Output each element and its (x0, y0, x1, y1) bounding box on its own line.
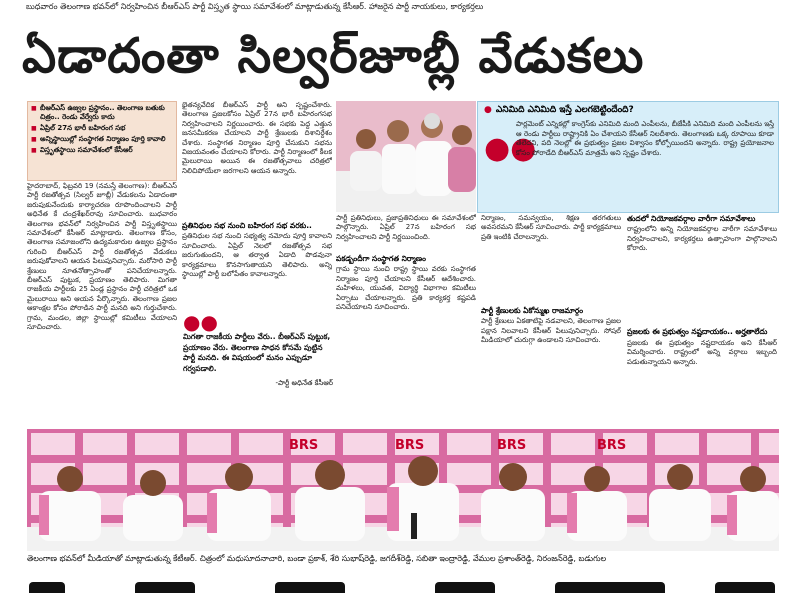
article-column-2 (182, 101, 332, 309)
main-headline: ఏడాదంతా సిల్వర్‌జూబ్లీ వేడుకలు (22, 28, 645, 84)
article-column-5 (627, 214, 777, 426)
subheading: పార్టీ శ్రేణులకు ఏకోన్ముఖ రాజమార్గం (481, 306, 584, 315)
group-photo-icon (27, 429, 779, 551)
question-title: ● ఎనిమిది ఎనిమిది ఇస్తే ఎలగబెట్టిందేంది? (478, 102, 778, 118)
next-headline-fragment (25, 572, 795, 593)
quote-mark-icon: ●● (484, 131, 537, 166)
article-text: ప్రజలకు ఈ ప్రభుత్వం నష్టదాయకం అని కేసీఆర్ విమర్శించారు. రాష్ట్రంలో అన్ని వర్గాలు ఇబ్బంది పడుతున్నాయని అన్నారు. (627, 338, 777, 366)
headline-fragment-shape (435, 582, 495, 593)
article-column-3 (336, 214, 476, 426)
kcr-photo (336, 101, 476, 212)
article-text: హైదరాబాద్, ఫిబ్రవరి 19 (నమస్తే తెలంగాణ): బీఆర్ఎస్ పార్టీ రజతోత్సవ (సిల్వర్ జూబ్లీ) వేడుకలను ఏడాదంతా జరుపుకునేందుకు కార్యాచరణ రూపొందించాలని పార్టీ అధినేత కే చంద్రశేఖర్‌రావు సూచించారు. బుధవారం తెలంగాణ భవన్‌లో నిర్వహించిన పార్టీ విస్తృతస్థాయి సమావేశంలో కేసీఆర్ మాట్లాడారు. తెలంగాణ కోసం, తెలంగాణ సమాజంలోని ఉద్యమకారుల ఉజ్వల ప్రస్థానం గురించి బీఆర్ఎస్ పార్టీ రజతోత్సవ వేడుకలు జరుపుకోవాలని ఆయన పిలుపునిచ్చారు. మరోసారి పార్టీ శ్రేణులు నూతనోత్సాహంతో పనిచేయాలన్నారు. బీఆర్ఎస్ పుట్టుక, ప్రయాణం తెలిపారు. మిగతా రాజకీయ పార్టీలకు 25 ఏండ్ల ప్రస్థానం పార్టీ చరిత్రలో ఒక మైలురాయి అని ఆయన పేర్కొన్నారు. తెలంగాణ ప్రజల ఆకాంక్షల కోసం పోరాడిన పార్టీ మనది అని గుర్తుచేశారు. గ్రామ, మండల, జిల్లా స్థాయిల్లో కమిటీలు వేయాలని సూచించారు. (27, 182, 177, 332)
subheading: పకడ్బందీగా సంస్థాగత నిర్మాణం (336, 254, 426, 263)
highlights-box (27, 101, 177, 181)
article-text: పార్టీ ప్రతినిధులు, ప్రజాప్రతినిధులు ఈ సమావేశంలో పాల్గొన్నారు. ఏప్రిల్ 27న బహిరంగ సభ నిర్వహించాలని పార్టీ నిర్ణయించింది. (336, 214, 476, 241)
highlight-item: ■ ఏప్రిల్ 27న భారీ బహిరంగ సభ (40, 124, 172, 133)
headline-fragment-shape (555, 582, 665, 593)
highlight-item: ■ విస్తృతస్థాయి సమావేశంలో కేసీఆర్ (40, 146, 172, 155)
question-box (477, 101, 779, 213)
subheading: తుదలో నియోజకవర్గాల వారీగా సమావేశాలు (627, 214, 756, 223)
kicker-caption: బుధవారం తెలంగాణ భవన్‌లో నిర్వహించిన బీఆర్ఎస్ పార్టీ విస్తృత స్థాయి సమావేశంలో మాట్లాడుతున్న కేసీఆర్. హాజరైన పార్టీ నాయకులు, కార్యకర్తలు (26, 2, 484, 11)
article-text: భైతన్యవేదిక బీఆర్ఎస్ పార్టీ అని స్పష్టంచేశారు. తెలంగాణ ప్రజలకోసం ఏప్రిల్ 27న భారీ బహిరంగసభ నిర్వహించాలని నిర్ణయించారు. ఈ సభకు పెద్ద ఎత్తున జనసమీకరణ చేయాలని పార్టీ శ్రేణులకు దిశానిర్దేశం చేశారు. సంస్థాగత నిర్మాణం పూర్తి చేసుకుని సభను విజయవంతం చేయాలని కోరారు. పార్టీ నిర్మాణంలో కీలక మైలురాయి అయిన ఈ రజతోత్సవాలు చరిత్రలో నిలిచిపోయేలా జరగాలని ఆయన అన్నారు. (182, 101, 332, 175)
question-body: పార్లమెంట్ ఎన్నికల్లో కాంగ్రెస్‌కు ఎనిమిది మంది ఎంపీలను, బీజేపీకి ఎనిమిది మంది ఎంపీలను ఇస్తే ఆ రెండు పార్టీలు రాష్ట్రానికి ఏం చేశాయని కేసీఆర్ నిలదీశారు. తెలంగాణకు ఒక్క రూపాయి కూడా తేలేదని, పది నెలల్లో ఈ ప్రభుత్వం ప్రజల విశ్వాసం కోల్పోయిందని అన్నారు. రాష్ట్ర ప్రయోజనాల కోసం పోరాడేది బీఆర్ఎస్ మాత్రమే అని స్పష్టం చేశారు. (516, 120, 774, 157)
people-photo-icon (336, 101, 476, 212)
article-text: ప్రతినిధుల సభ నుంచి సభ్యత్వ నమోదు పూర్తి కావాలని సూచించారు. ఏప్రిల్ నెలలో రజతోత్సవ సభ జరుగుతుందని, ఆ తర్వాత ఏడాది పొడవునా కార్యక్రమాలు కొనసాగుతాయని తెలిపారు. అన్ని స్థాయిల్లో పార్టీ బలోపేతం కావాలన్నారు. (182, 232, 332, 279)
headline-fragment-shape (135, 582, 195, 593)
pull-quote (183, 312, 333, 428)
article-text: పార్టీ శ్రేణులు ఏకతాటిపై నడవాలని, తెలంగాణ ప్రజల పక్షాన నిలవాలని కేసీఆర్ పిలుపునిచ్చారు. సోషల్ మీడియాలో చురుగ్గా ఉండాలని సూచించారు. (481, 317, 621, 345)
subheading: ప్రజలకు ఈ ప్రభుత్వం నష్టదాయకం.. అర్హతాలేదు (627, 327, 768, 337)
article-column-1 (27, 182, 177, 427)
headline-fragment-shape (275, 582, 345, 593)
article-column-4 (481, 214, 621, 426)
highlight-item: ■ అన్నిస్థాయిల్లో సంస్థాగత నిర్మాణం పూర్తి కావాలి (40, 135, 172, 144)
headline-fragment-shape (29, 582, 65, 593)
highlight-item: ■ బీఆర్ఎస్ ఉజ్వల ప్రస్థానం.. తెలంగాణ బతుకు చిత్రం.. రెండు వేర్వేరు కాదు (40, 104, 172, 122)
headline-fragment-shape (715, 582, 775, 593)
quote-mark-icon: ●● (183, 310, 218, 334)
subheading: ప్రతినిధుల సభ నుంచి బహిరంగ సభ వరకు.. (182, 221, 312, 230)
brs-logo-text: BRS (597, 438, 627, 453)
article-text: నిర్మాణం, సమన్వయం, శిక్షణ తరగతులు అవసరమని కేసీఆర్ సూచించారు. పార్టీ కార్యక్రమాలు ప్రతి ఇంటికి చేరాలన్నారు. (481, 214, 621, 241)
press-meet-photo (27, 429, 779, 551)
brs-logo-text: BRS (289, 438, 319, 453)
pull-quote-author: -పార్టీ అధినేత కేసీఆర్ (275, 379, 333, 388)
article-text: రాష్ట్రంలోని అన్ని నియోజకవర్గాల వారీగా సమావేశాలు నిర్వహించాలని, కార్యకర్తలు ఉత్సాహంగా పాల్గొనాలని కోరారు. (627, 225, 777, 253)
brs-logo-text: BRS (497, 438, 527, 453)
brs-logo-text: BRS (395, 438, 425, 453)
pull-quote-text: మిగతా రాజకీయ పార్టీలు వేరు.. బీఆర్ఎస్ పుట్టుక, ప్రయాణం వేరు. తెలంగాణ సాధన కోసమే పుట్టిన పార్టీ మనది. ఈ విషయంలో మనం ఎప్పుడూ గర్వపడాలి. (183, 332, 331, 373)
photo-caption: తెలంగాణ భవన్‌లో మీడియాతో మాట్లాడుతున్న కేటీఆర్. చిత్రంలో మధుసూదనాచారి, బండా ప్రకాశ్, శేరి సుభాష్‌రెడ్డి, జగదీశ్‌రెడ్డి, సబితా ఇంద్రారెడ్డి, వేముల ప్రశాంత్‌రెడ్డి, నిరంజన్‌రెడ్డి, బడుగుల (27, 554, 607, 563)
article-text: గ్రామ స్థాయి నుంచి రాష్ట్ర స్థాయి వరకు సంస్థాగత నిర్మాణం పూర్తి చేయాలని కేసీఆర్ ఆదేశించారు. మహిళలు, యువత, విద్యార్థి విభాగాల కమిటీలు ఏర్పాటు చేయాలన్నారు. ప్రతి కార్యకర్త కష్టపడి పనిచేయాలని సూచించారు. (336, 265, 476, 312)
